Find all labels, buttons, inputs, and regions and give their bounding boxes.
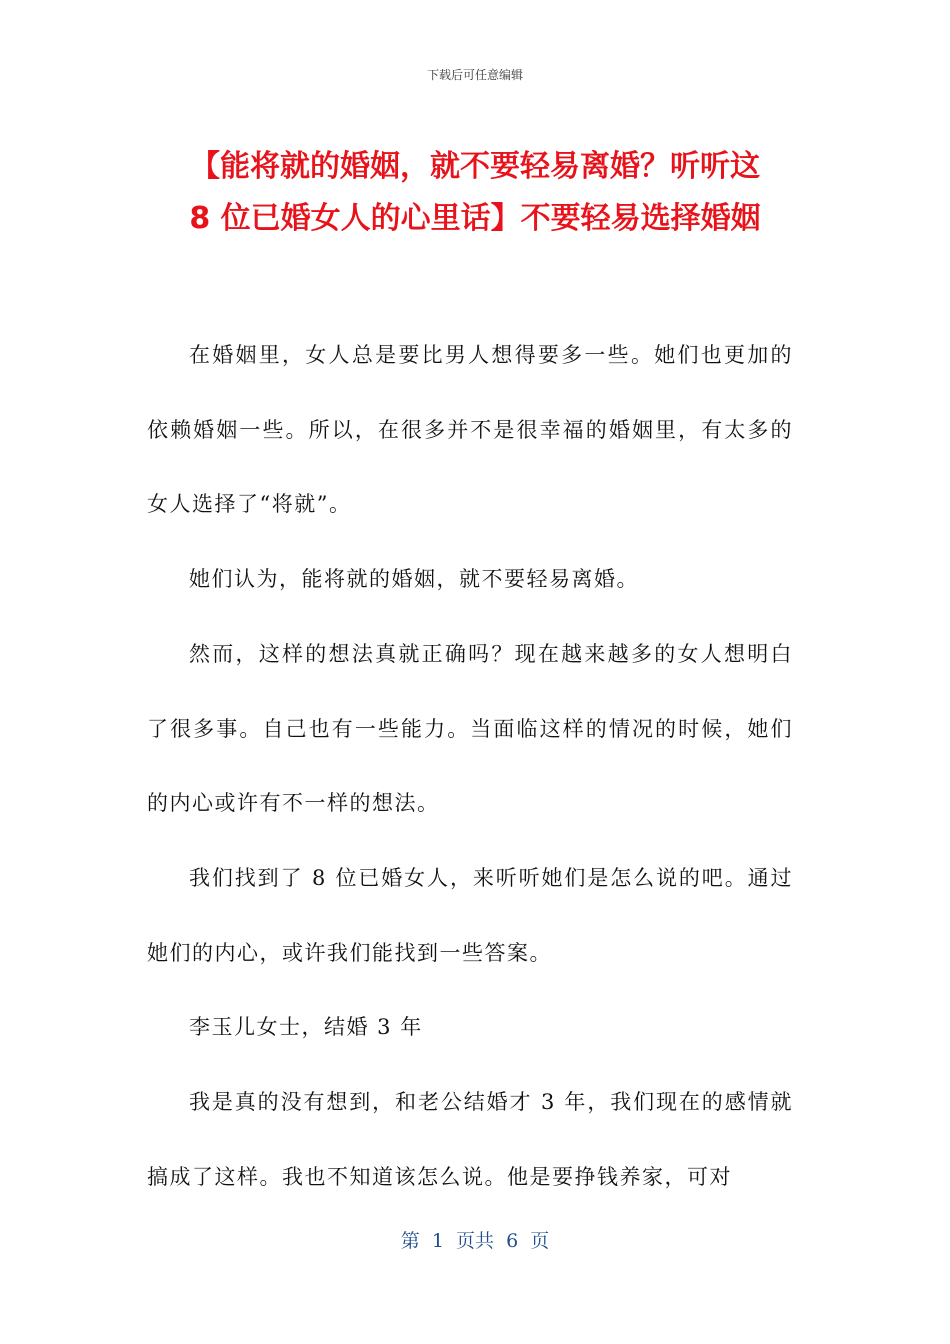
paragraph: 我们找到了 8 位已婚女人，来听听她们是怎么说的吧。通过她们的内心，或许我们能找到一些答案。: [147, 865, 793, 965]
section-heading: 李玉儿女士，结婚 3 年: [189, 1015, 423, 1040]
document-title: [140, 141, 810, 245]
paragraph: 然而，这样的想法真就正确吗？现在越来越多的女人想明白了很多事。自己也有一些能力。当面临这样的情况的时候，她们的内心或许有不一样的想法。: [147, 641, 793, 816]
paragraph: 她们认为，能将就的婚姻，就不要轻易离婚。: [189, 567, 639, 592]
page-number: 第 1 页共 6 页: [400, 1230, 550, 1252]
paragraph: 我是真的没有想到，和老公结婚才 3 年，我们现在的感情就搞成了这样。我也不知道该怎么说。他是要挣钱养家，可对: [147, 1090, 793, 1189]
document-body: [147, 318, 793, 1214]
header-note: 下载后可任意编辑: [426, 68, 523, 82]
title-line-1: 【能将就的婚姻，就不要轻易离婚？听听这: [190, 149, 760, 184]
title-line-2: 8 位已婚女人的心里话】不要轻易选择婚姻: [189, 201, 761, 236]
paragraph: 在婚姻里，女人总是要比男人想得要多一些。她们也更加的依赖婚姻一些。所以，在很多并不是很幸福的婚姻里，有太多的女人选择了“将就”。: [147, 343, 793, 517]
